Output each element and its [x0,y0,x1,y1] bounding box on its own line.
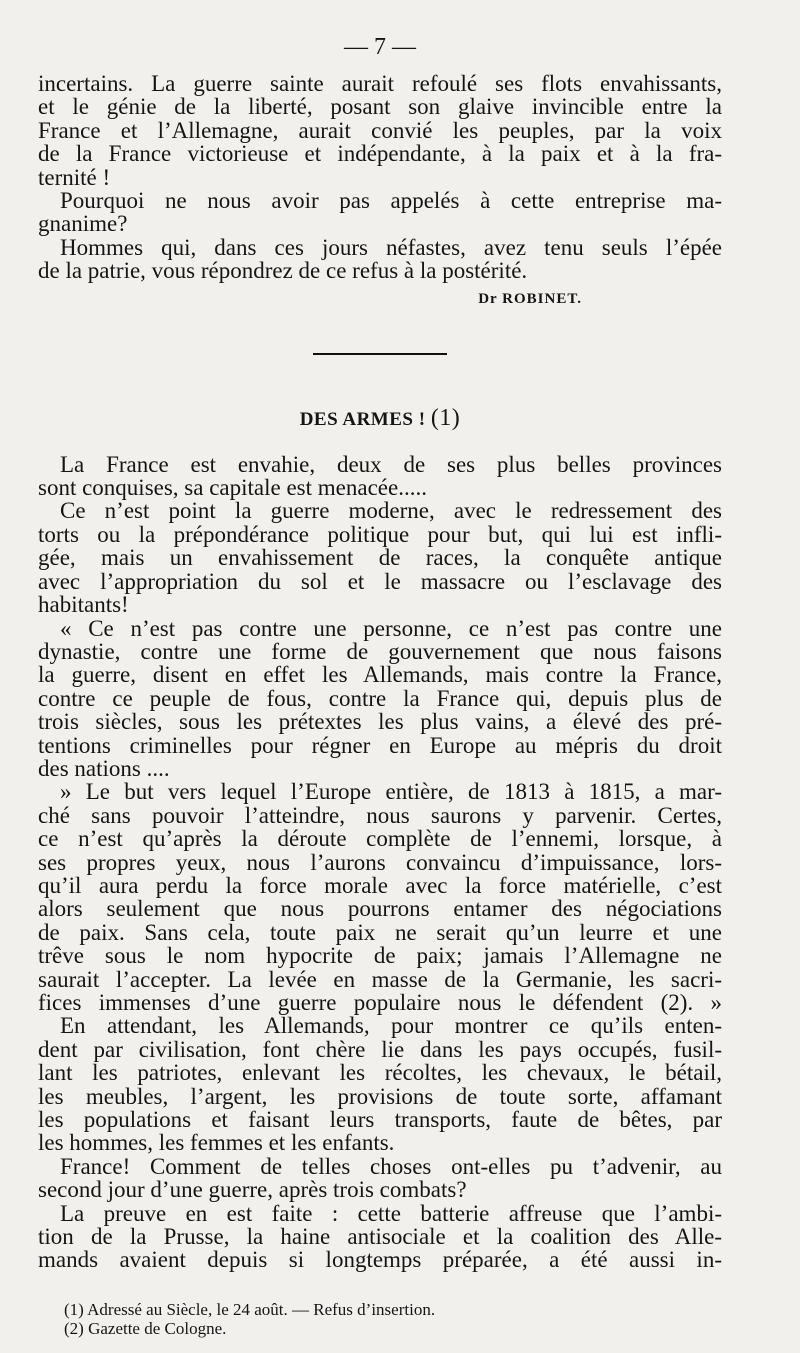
text-line: ce n’est qu’après la déroute complète de l’ennemi, lorsque, à [38,826,722,852]
page-number: — 7 — [344,34,416,60]
text-line: de paix. Sans cela, toute paix ne serait qu’un leurre et une [38,919,722,945]
text-line: ché sans pouvoir l’atteindre, nous saurons y parvenir. Certes, [38,802,722,828]
section-divider [313,353,447,355]
text-line: habitants! [38,592,129,618]
text-line: lant les patriotes, enlevant les récoltes, les chevaux, le bétail, [38,1060,722,1086]
footnote: (2) Gazette de Cologne. [64,1318,227,1338]
text-line: « Ce n’est pas contre une personne, ce n’est pas contre une [60,615,722,641]
text-line: incertains. La guerre sainte aurait refoulé ses flots envahissants, [38,71,722,96]
text-line: tentions criminelles pour régner en Europe au mépris du droit [38,732,722,758]
article-body [38,453,722,1272]
text-line: les populations et faisant leurs transports, faute de bêtes, par [38,1107,722,1133]
footnotes [38,1300,722,1338]
text-line: gée, mais un envahissement de races, la conquête antique [38,545,722,571]
text-line: La France est envahie, deux de ses plus belles provinces [60,451,722,477]
text-line: de la patrie, vous répondrez de ce refus à la postérité. [38,258,528,284]
text-line: ses propres yeux, nous l’aurons convaincu d’impuissance, lors- [38,849,722,875]
text-line: trêve sous le nom hypocrite de paix; jamais l’Allemagne ne [38,943,722,969]
text-line: saurait l’accepter. La levée en masse de la Germanie, les sacri- [38,966,722,992]
text-line: alors seulement que nous pourrons entamer des négociations [38,896,722,922]
text-line: fices immenses d’une guerre populaire nous le défendent (2). » [38,990,722,1015]
text-line: Pourquoi ne nous avoir pas appelés à cette entreprise ma- [60,188,722,214]
text-line: les meubles, l’argent, les provisions de toute sorte, affamant [38,1083,722,1109]
text-line: La preuve en est faite : cette batterie affreuse que l’ambi- [60,1200,722,1226]
text-line: et le génie de la liberté, posant son glaive invincible entre la [38,94,722,120]
text-line: gnanime? [38,211,128,237]
text-line: Hommes qui, dans ces jours néfastes, avez tenu seuls l’épée [60,234,722,260]
text-line: contre ce peuple de fous, contre la France qui, depuis plus de [38,685,722,711]
text-line: France! Comment de telles choses ont-elles pu t’advenir, au [60,1153,722,1179]
text-line: France et l’Allemagne, aurait convié les peuples, par la voix [38,117,722,143]
text-line: » Le but vers lequel l’Europe entière, de 1813 à 1815, a mar- [60,779,722,805]
text-line: dynastie, contre une forme de gouvernement que nous faisons [38,638,722,664]
opening-passage [38,72,722,283]
text-line: sont conquises, sa capitale est menacée..... [38,475,427,501]
text-line: avec l’appropriation du sol et le massacre ou l’esclavage des [38,568,722,594]
text-line: En attendant, les Allemands, pour montrer ce qu’ils enten- [60,1013,722,1039]
text-line: des nations .... [38,755,170,781]
text-line: second jour d’une guerre, après trois combats? [38,1177,467,1203]
footnote-reference: (1) [430,404,461,431]
text-line: tion de la Prusse, la haine antisociale et la coalition des Alle- [38,1224,722,1250]
text-line: la guerre, disent en effet les Allemands, mais contre la France, [38,662,722,688]
text-line: trois siècles, sous les prétextes les plus vains, a élevé des pré- [38,709,722,735]
text-line: Ce n’est point la guerre moderne, avec le redressement des [60,498,722,524]
section-title-text: DES ARMES ! [299,408,426,430]
text-line: qu’il aura perdu la force morale avec la force matérielle, c’est [38,872,722,898]
text-line: mands avaient depuis si longtemps préparée, a été aussi in- [38,1247,722,1273]
footnote: (1) Adressé au Siècle, le 24 août. — Refus d’insertion. [64,1299,436,1319]
text-line: les hommes, les femmes et les enfants. [38,1130,395,1156]
text-line: torts ou la prépondérance politique pour but, qui lui est infli- [38,521,722,547]
text-line: dent par civilisation, font chère lie dans les pays occupés, fusil- [38,1036,722,1062]
section-title [38,403,722,435]
author-signature: Dr ROBINET. [478,290,582,307]
text-line: de la France victorieuse et indépendante, à la paix et à la fra- [38,141,722,167]
text-line: ternité ! [38,164,111,190]
